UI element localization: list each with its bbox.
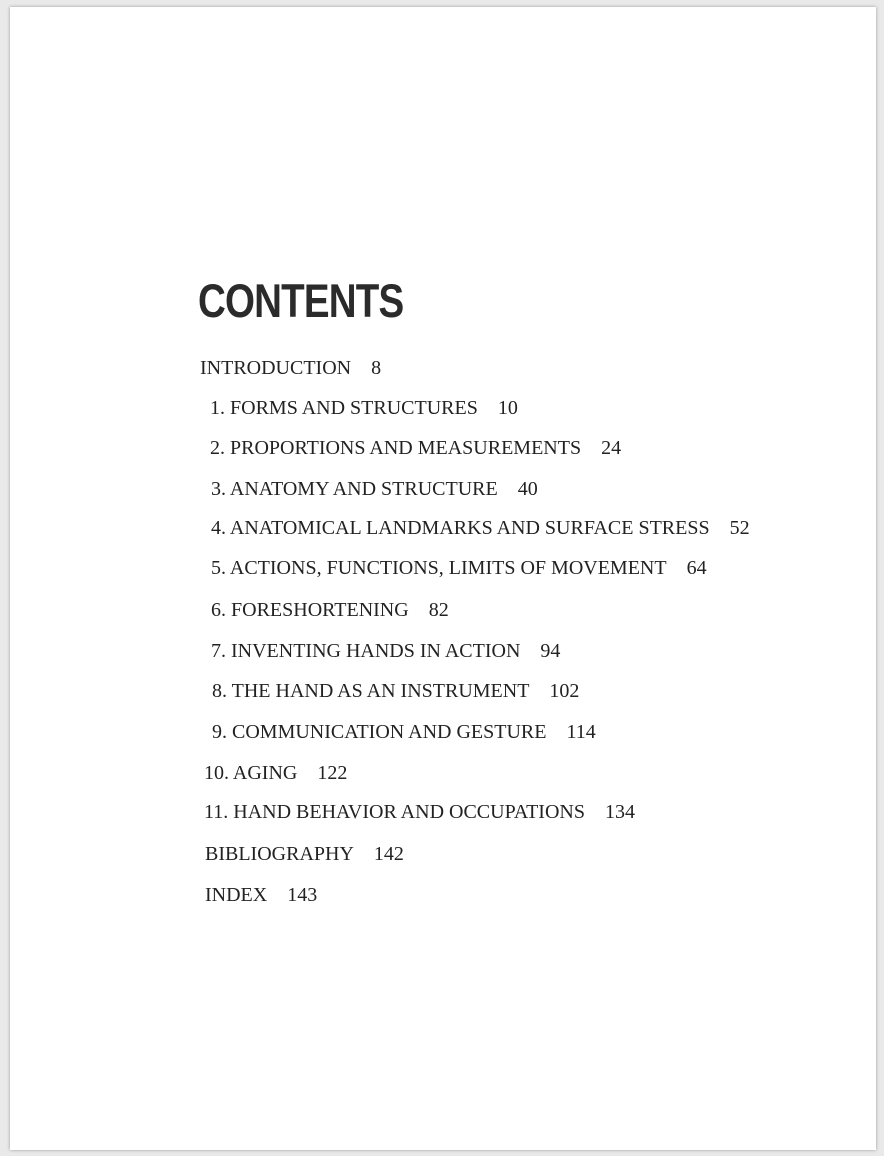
toc-entry-label: BIBLIOGRAPHY [205,843,354,865]
toc-entry-chapter-6 [211,598,449,622]
toc-entry-label: 9. COMMUNICATION AND GESTURE [212,721,547,743]
toc-entry-chapter-4 [211,516,750,540]
toc-entry-bibliography [205,842,404,866]
toc-entry-page: 134 [604,801,635,823]
toc-entry-label: 7. INVENTING HANDS IN ACTION [211,640,521,662]
toc-entry-label: 1. FORMS AND STRUCTURES [210,397,478,419]
toc-entry-index [205,883,317,907]
toc-entry-chapter-2 [210,436,621,460]
toc-entry-page: 8 [371,357,382,379]
toc-entry-chapter-5 [211,556,707,580]
toc-entry-label: 11. HAND BEHAVIOR AND OCCUPATIONS [204,801,585,823]
toc-entry-chapter-3 [211,477,538,501]
toc-entry-label: 6. FORESHORTENING [211,599,409,621]
toc-entry-chapter-7 [211,639,560,663]
toc-entry-page: 122 [317,762,348,784]
toc-entry-page: 10 [497,397,518,419]
toc-entry-chapter-9 [212,720,596,744]
toc-entry-page: 94 [540,640,561,662]
toc-entry-page: 142 [373,843,404,865]
toc-entry-label: 4. ANATOMICAL LANDMARKS AND SURFACE STRESS [211,517,710,539]
toc-entry-page: 24 [601,437,622,459]
toc-entry-page: 143 [287,884,318,906]
toc-entry-chapter-10 [204,761,347,785]
toc-entry-chapter-8 [212,679,579,703]
page-title: CONTENTS [198,274,404,327]
toc-entry-label: 8. THE HAND AS AN INSTRUMENT [212,680,530,702]
toc-entry-chapter-1 [210,396,518,420]
toc-entry-page: 52 [729,517,750,539]
document-page [10,7,876,1150]
toc-entry-chapter-11 [204,800,635,824]
toc-entry-label: 2. PROPORTIONS AND MEASUREMENTS [210,437,582,459]
toc-entry-page: 114 [566,721,596,743]
toc-entry-page: 40 [517,478,538,500]
toc-entry-label: 3. ANATOMY AND STRUCTURE [211,478,498,500]
toc-entry-page: 102 [549,680,580,702]
toc-entry-label: 5. ACTIONS, FUNCTIONS, LIMITS OF MOVEMENT [211,557,667,579]
toc-entry-label: 10. AGING [204,762,298,784]
toc-entry-introduction [200,356,381,380]
toc-entry-page: 64 [686,557,707,579]
toc-entry-label: INTRODUCTION [200,357,352,379]
toc-entry-label: INDEX [205,884,268,906]
toc-entry-page: 82 [428,599,449,621]
